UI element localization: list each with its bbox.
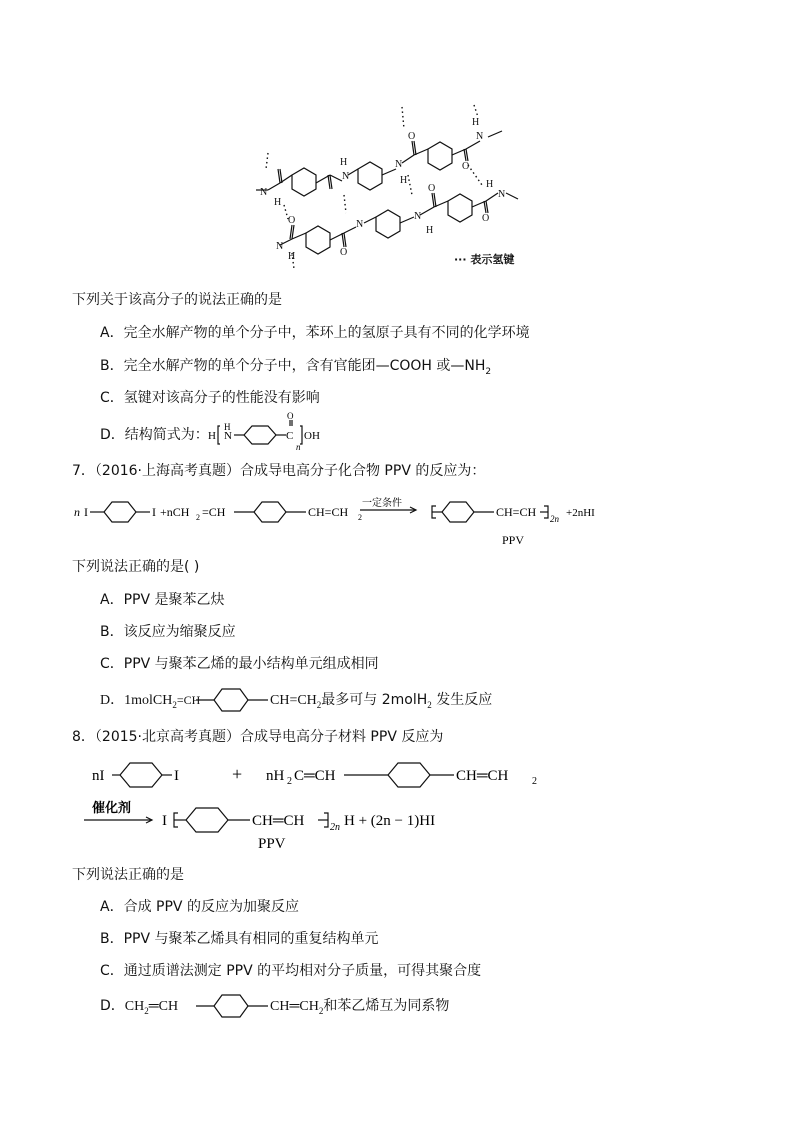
polymer-hydrogen-bond-figure [240,95,560,275]
subscript: 2 [287,776,292,787]
atom-h: H [208,430,216,442]
q8-option-b: B．PPV 与聚苯乙烯具有相同的重复结构单元 [100,931,379,947]
subscript: 2 [144,1005,149,1016]
atom-h: H [472,117,480,128]
coefficient-n: n [74,505,80,519]
q6-structure-formula [206,410,336,452]
ppv-label: PPV [258,836,286,852]
q7-option-a: A．PPV 是聚苯乙炔 [100,592,225,608]
q8-header: 8．（2015·北京高考真题）合成导电高分子材料 PPV 反应为 [72,729,444,745]
q7-option-b: B．该反应为缩聚反应 [100,624,236,640]
product-text: CH═CH [252,813,305,829]
atom-h: H [400,175,408,186]
reactant-text: CH═CH [456,768,509,784]
atom-h: H [486,179,494,190]
atom-o: O [288,215,296,226]
q7-option-d-text: 发生反应 [431,692,493,708]
atom-h: H [288,251,296,262]
subscript-2n: 2n [330,822,340,833]
q6-option-c: C．氢键对该高分子的性能没有影响 [100,390,320,406]
hydrogen-bond-legend: ··· 表示氢键 [454,253,515,266]
atom-o: O [340,247,348,258]
atom-h: H [426,225,434,236]
plus-sign: + [232,764,243,784]
atom-h: H [224,422,231,432]
q8-option-d-text: CH═CH [270,999,319,1014]
reactant-text: =CH [202,505,226,519]
iodine-label: I [152,505,156,519]
catalyst-label: 催化剂 [92,801,132,816]
subscript: 2 [172,699,177,710]
subscript: 2 [318,1005,324,1016]
subscript: 2 [196,513,200,522]
subscript: 2 [358,513,362,522]
q8-option-d-text: ═CH [148,999,179,1014]
reactant-text: nH [266,768,285,784]
atom-o: O [287,411,294,421]
iodine-label: I [84,505,88,519]
subscript: 2 [316,699,322,710]
reactant-text: +nCH [160,505,190,519]
hydroxyl-group: OH [304,430,320,442]
q8-option-c: C．通过质谱法测定 PPV 的平均相对分子质量，可得其聚合度 [100,963,482,979]
subscript: 2 [532,776,537,787]
atom-n: N [224,430,232,442]
atom-o: O [462,161,470,172]
subscript: 2 [485,366,492,377]
atom-n: N [395,159,403,170]
atom-o: O [482,213,490,224]
ppv-label: PPV [502,533,525,547]
q8-stem: 下列说法正确的是 [72,867,184,883]
q6-option-d-text: D．结构简式为： [100,427,209,443]
q7-option-d-benzene [196,684,276,718]
byproduct-text: H + (2n − 1)HI [344,813,436,829]
q8-reaction-line2 [82,796,542,854]
q8-option-d-text: CH [124,999,145,1014]
reactant-text: CH=CH [308,505,349,519]
atom-n: N [276,241,284,252]
iodine-label: I [162,813,167,829]
atom-o: O [428,183,436,194]
byproduct-text: +2nHI [566,507,595,519]
q6-option-b [100,356,491,382]
atom-labels [260,117,505,262]
subscript: 2 [427,699,432,710]
reactant-text: C═CH [294,768,336,784]
q7-option-d-text: =CH [176,693,201,707]
atom-n: N [414,211,422,222]
q7-reaction-equation [70,494,630,550]
q7-option-d-text: CH=CH [270,693,317,708]
atom-c: C [286,430,294,442]
q7-header: 7．（2016·上海高考真题）合成导电高分子化合物 PPV 的反应为： [72,463,486,479]
q8-option-d-tail [270,996,449,1021]
q8-option-d-text: 和苯乙烯互为同系物 [323,998,450,1014]
atom-n: N [356,219,364,230]
q6-option-d [100,425,209,445]
q7-option-d-text: D．1molCH [100,693,173,708]
atom-h: H [274,197,282,208]
subscript-2n: 2n [550,514,559,524]
q7-stem: 下列说法正确的是( ) [72,559,200,575]
q8-reaction-line1 [88,758,558,792]
q8-option-d [100,996,178,1021]
atom-n: N [498,189,506,200]
q7-option-d-tail [270,690,492,715]
q6-option-a: A．完全水解产物的单个分子中，苯环上的氢原子具有不同的化学环境 [100,325,530,341]
q7-option-d [100,690,200,715]
iodine-label: I [174,768,179,784]
atom-n: N [260,187,268,198]
reactant-text: nI [92,768,105,784]
atom-o: O [408,131,416,142]
q7-option-c: C．PPV 与聚苯乙烯的最小结构单元组成相同 [100,656,379,672]
atom-n: N [342,171,350,182]
q7-option-d-text: 最多可与 2molH [321,692,428,708]
reaction-condition: 一定条件 [362,498,402,509]
q8-option-a: A．合成 PPV 的反应为加聚反应 [100,899,299,915]
atom-n: N [476,131,484,142]
q8-option-d-benzene [196,990,276,1024]
atom-h: H [340,157,348,168]
q6-option-b-text: B．完全水解产物的单个分子中，含有官能团—COOH 或—NH [100,358,486,374]
product-text: CH=CH [496,505,537,519]
q8-option-d-text: D． [100,998,125,1014]
subscript-n: n [296,442,301,452]
q6-stem: 下列关于该高分子的说法正确的是 [72,292,282,308]
